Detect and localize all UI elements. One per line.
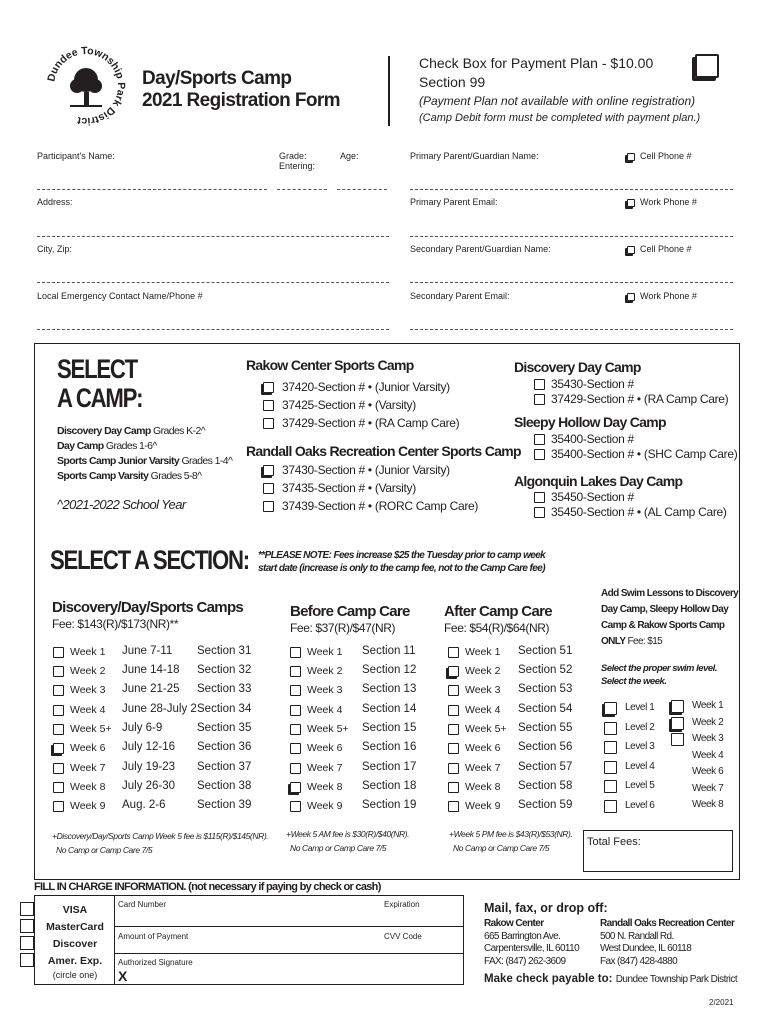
grade-label: Grade: [279, 151, 307, 161]
after-no-camp-note: No Camp or Camp Care 7/5 [453, 843, 550, 853]
rakow-option-varsity[interactable]: 37425-Section # • (Varsity) [263, 396, 459, 414]
week-checkbox[interactable] [53, 647, 64, 658]
grade-day-camp: Day Camp Grades 1-6^ [57, 440, 157, 452]
before-week-option[interactable] [290, 665, 342, 677]
rakow-title: Rakow Center Sports Camp [246, 357, 414, 373]
total-fees-label: Total Fees: [587, 836, 641, 848]
swim-week-label: Week 8 [692, 799, 724, 810]
week-checkbox[interactable] [448, 685, 459, 696]
camps-section-number: Section 32 [197, 664, 252, 676]
card-visa: VISA [62, 904, 88, 916]
card-type-divider [114, 895, 115, 985]
swim-title-2: Day Camp, Sleepy Hollow Day [601, 604, 729, 615]
city-zip-field[interactable] [37, 282, 389, 283]
payment-plan-label: Check Box for Payment Plan - $10.00 [419, 55, 654, 71]
primary-parent-email-field[interactable] [410, 236, 733, 237]
age-label: Age: [340, 151, 359, 161]
camps-fee: Fee: $143(R)/$173(NR)** [52, 617, 179, 631]
school-year-note: ^2021-2022 School Year [57, 497, 186, 512]
before-week5-note: +Week 5 AM fee is $30(R)/$40(NR). [286, 829, 410, 839]
camps-section-number: Section 33 [197, 683, 252, 695]
camps-section-number: Section 39 [197, 799, 252, 811]
camps-column-title: Discovery/Day/Sports Camps [52, 599, 244, 616]
camps-week-option[interactable] [53, 762, 105, 774]
before-week-option[interactable] [290, 704, 342, 716]
rakow-mail-fax: FAX: (847) 262-3609 [484, 955, 566, 967]
camps-week-dates: June 14-18 [122, 664, 180, 676]
swim-week-checkbox[interactable] [671, 717, 684, 730]
swim-week-label: Week 1 [692, 700, 724, 711]
before-section-number: Section 16 [362, 741, 417, 753]
randall-option-jv[interactable]: 37430-Section # • (Junior Varsity) [263, 461, 478, 479]
camp-debit-note: (Camp Debit form must be completed with payment plan.) [419, 112, 701, 124]
primary-parent-name-field[interactable] [410, 189, 733, 190]
form-title-line1: Day/Sports Camp [142, 68, 292, 89]
before-week-label: Week 7 [307, 762, 343, 774]
after-week-label: Week 3 [465, 684, 501, 696]
algonquin-option-2[interactable]: 35450-Section # • (AL Camp Care) [534, 505, 727, 520]
grade-sports-varsity: Sports Camp Varsity Grades 5-8^ [57, 470, 202, 482]
rakow-option-camp-care[interactable]: 37429-Section # • (RA Camp Care) [263, 414, 459, 432]
after-week-label: Week 7 [465, 762, 501, 774]
randall-option-camp-care[interactable]: 37439-Section # • (RORC Camp Care) [263, 497, 478, 515]
grade-discovery: Discovery Day Camp Grades K-2^ [57, 425, 206, 437]
after-week-label: Week 8 [465, 781, 501, 793]
week-checkbox[interactable] [290, 705, 301, 716]
after-week-label: Week 9 [465, 800, 501, 812]
before-week-label: Week 5+ [307, 723, 349, 735]
circle-one-note: (circle one) [52, 970, 98, 980]
algonquin-title: Algonquin Lakes Day Camp [514, 473, 683, 489]
after-care-fee: Fee: $54(R)/$64(NR) [444, 621, 550, 635]
form-title-line2: 2021 Registration Form [142, 90, 340, 111]
week-checkbox[interactable] [448, 705, 459, 716]
payment-plan-section: Section 99 [419, 74, 486, 90]
after-care-title: After Camp Care [444, 603, 552, 620]
swim-week-label: Week 2 [692, 716, 724, 728]
payment-plan-note: (Payment Plan not available with online registration) [419, 94, 696, 108]
week-checkbox[interactable] [53, 724, 64, 735]
rakow-mail-name: Rakow Center [484, 918, 544, 929]
header-divider [388, 56, 390, 126]
svg-text:Dundee Township Park District: Dundee Township Park District [45, 44, 128, 128]
before-week-label: Week 4 [307, 704, 343, 716]
swim-week-label: Week 6 [692, 766, 724, 777]
camps-week-option[interactable] [53, 704, 105, 716]
after-week-label: Week 1 [465, 646, 501, 658]
randall-title: Randall Oaks Recreation Center Sports Camp [246, 443, 521, 459]
camps-week-option[interactable] [53, 800, 105, 812]
after-section-number: Section 55 [518, 722, 573, 734]
visa-checkbox[interactable] [20, 902, 34, 916]
rakow-option-jv[interactable]: 37420-Section # • (Junior Varsity) [263, 378, 459, 396]
camps-section-number: Section 31 [197, 645, 252, 657]
before-week-option[interactable] [290, 723, 349, 735]
before-week-label: Week 6 [307, 742, 343, 754]
camps-section-number: Section 34 [197, 703, 252, 715]
after-section-number: Section 51 [518, 645, 573, 657]
city-zip-label: City, Zip: [37, 244, 72, 254]
swim-level-checkbox[interactable] [604, 780, 617, 793]
mastercard-checkbox[interactable] [20, 919, 34, 933]
charge-info-title: FILL IN CHARGE INFORMATION. (not necessary if paying by check or cash) [34, 881, 381, 893]
payable-label: Make check payable to: [484, 973, 613, 985]
address-label: Address: [37, 197, 73, 207]
after-week-option[interactable] [448, 781, 500, 793]
discovery-option-2[interactable]: 37429-Section # • (RA Camp Care) [534, 392, 728, 407]
camps-week-dates: Aug. 2-6 [122, 799, 166, 811]
before-week-option[interactable] [290, 781, 342, 793]
card-number-label: Card Number [118, 900, 167, 909]
camps-week-label: Week 7 [70, 762, 106, 774]
secondary-work-checkbox[interactable]: Work Phone # [627, 291, 697, 301]
secondary-parent-name-label: Secondary Parent/Guardian Name: [410, 244, 551, 254]
camps-week-dates: June 21-25 [122, 683, 180, 695]
sleepy-hollow-title: Sleepy Hollow Day Camp [514, 414, 666, 430]
after-week-label: Week 5+ [465, 723, 507, 735]
swim-level-label: Level 3 [625, 741, 655, 752]
sleepy-option-1[interactable]: 35400-Section # [534, 432, 737, 447]
camps-section-number: Section 35 [197, 722, 252, 734]
after-week-label: Week 6 [465, 742, 501, 754]
before-care-title: Before Camp Care [290, 603, 410, 620]
camps-week-option[interactable] [53, 781, 105, 793]
age-field[interactable] [337, 189, 387, 190]
camps-week-dates: June 7-11 [122, 645, 173, 657]
camps-week-option[interactable] [53, 742, 105, 754]
swim-level-checkbox[interactable] [604, 761, 617, 774]
card-mastercard: MasterCard [46, 921, 104, 933]
camps-week-label: Week 3 [70, 684, 106, 696]
week-checkbox[interactable] [53, 763, 64, 774]
week-checkbox[interactable] [53, 782, 64, 793]
swim-instruction-2: Select the week. [601, 676, 667, 687]
after-section-number: Section 58 [518, 780, 573, 792]
before-section-number: Section 17 [362, 761, 417, 773]
week-checkbox[interactable] [448, 647, 459, 658]
grade-sports-jv: Sports Camp Junior Varsity Grades 1-4^ [57, 455, 233, 467]
week-checkbox[interactable] [53, 705, 64, 716]
after-week-label: Week 4 [465, 704, 501, 716]
swim-week-checkbox[interactable] [671, 700, 684, 713]
amount-label: Amount of Payment [118, 932, 189, 941]
camps-week-option[interactable] [53, 665, 105, 677]
camps-week-label: Week 6 [70, 742, 106, 754]
camps-week-label: Week 1 [70, 646, 106, 658]
before-week-label: Week 1 [307, 646, 343, 658]
camps-week-dates: July 26-30 [122, 780, 176, 792]
camps-week-option[interactable] [53, 684, 105, 696]
before-section-number: Section 19 [362, 799, 417, 811]
camps-week-label: Week 9 [70, 800, 106, 812]
after-section-number: Section 54 [518, 703, 573, 715]
payment-plan-checkbox[interactable] [695, 54, 719, 78]
primary-work-checkbox[interactable]: Work Phone # [627, 197, 697, 207]
after-section-number: Section 53 [518, 683, 573, 695]
randall-option-varsity[interactable]: 37435-Section # • (Varsity) [263, 479, 478, 497]
after-week5-note: +Week 5 PM fee is $43(R)/$53(NR). [449, 829, 573, 839]
swim-week-label: Week 3 [692, 733, 724, 744]
swim-title-1: Add Swim Lessons to Discovery [601, 588, 739, 599]
secondary-parent-name-field[interactable] [410, 282, 733, 283]
before-no-camp-note: No Camp or Camp Care 7/5 [290, 843, 387, 853]
primary-cell-checkbox[interactable]: Cell Phone # [627, 151, 692, 161]
after-week-option[interactable] [448, 646, 500, 658]
after-week-option[interactable] [448, 684, 500, 696]
swim-level-checkbox[interactable] [604, 800, 617, 813]
camps-week-label: Week 2 [70, 665, 106, 677]
camps-section-number: Section 38 [197, 780, 252, 792]
fee-increase-note-2: start date (increase is only to the camp fee, not to the Camp Care fee) [258, 563, 545, 574]
swim-week-checkbox[interactable] [671, 733, 684, 746]
camps-no-camp-note: No Camp or Camp Care 7/5 [56, 845, 153, 855]
week-checkbox[interactable] [290, 666, 301, 677]
camps-week-dates: July 19-23 [122, 761, 176, 773]
after-week-option[interactable] [448, 762, 500, 774]
select-camp-title: SELECT [57, 354, 137, 384]
fee-increase-note: **PLEASE NOTE: Fees increase $25 the Tuesday prior to camp week [258, 550, 546, 561]
swim-level-label: Level 5 [625, 780, 655, 791]
amex-checkbox[interactable] [20, 953, 34, 967]
week-checkbox[interactable] [290, 685, 301, 696]
before-week-option[interactable] [290, 800, 342, 812]
before-week-label: Week 8 [307, 781, 343, 793]
week-checkbox[interactable] [448, 666, 459, 677]
cvv-label: CVV Code [384, 932, 422, 941]
participant-name-label: Participant's Name: [37, 151, 115, 161]
camps-section-number: Section 37 [197, 761, 252, 773]
address-field[interactable] [37, 236, 389, 237]
before-section-number: Section 12 [362, 664, 417, 676]
week-checkbox[interactable] [53, 801, 64, 812]
week-checkbox[interactable] [290, 743, 301, 754]
swim-week-label: Week 4 [692, 749, 724, 761]
swim-level-label: Level 6 [625, 799, 655, 811]
emergency-contact-field[interactable] [37, 329, 389, 330]
after-section-number: Section 56 [518, 741, 573, 753]
camps-week-label: Week 8 [70, 781, 106, 793]
camps-week-dates: July 12-16 [122, 741, 176, 753]
week-checkbox[interactable] [448, 801, 459, 812]
mail-title: Mail, fax, or drop off: [484, 901, 608, 915]
participant-name-field[interactable] [37, 189, 267, 190]
before-week-label: Week 3 [307, 684, 343, 696]
week-checkbox[interactable] [290, 782, 301, 793]
rakow-mail-addr1: 665 Barrington Ave. [484, 930, 561, 942]
camps-week5-note: +Discovery/Day/Sports Camp Week 5 fee is $115(R)/$145(NR). [52, 831, 269, 841]
week-checkbox[interactable] [290, 724, 301, 735]
after-week-option[interactable] [448, 742, 500, 754]
camps-week-dates: June 28-July 2 [122, 703, 197, 715]
before-section-number: Section 15 [362, 722, 417, 734]
emergency-contact-label: Local Emergency Contact Name/Phone # [37, 291, 203, 301]
primary-parent-email-label: Primary Parent Email: [410, 197, 498, 207]
before-section-number: Section 14 [362, 703, 417, 715]
before-week-label: Week 9 [307, 800, 343, 812]
before-week-label: Week 2 [307, 665, 343, 677]
after-week-option[interactable] [448, 665, 500, 677]
camps-week-option[interactable] [53, 646, 105, 658]
randall-mail-addr1: 500 N. Randall Rd. [600, 930, 674, 942]
week-checkbox[interactable] [53, 743, 64, 754]
signature-x[interactable]: X [118, 968, 128, 984]
select-section-title: SELECT A SECTION: [50, 545, 249, 575]
select-camp-title-2: A CAMP: [57, 383, 143, 413]
week-checkbox[interactable] [290, 801, 301, 812]
form-date: 2/2021 [709, 998, 734, 1007]
payee-name: Dundee Township Park District [615, 974, 738, 985]
swim-title-3: Camp & Rakow Sports Camp [601, 620, 725, 631]
swim-fee: ONLY Fee: $15 [601, 636, 663, 647]
rakow-mail-addr2: Carpentersville, IL 60110 [484, 943, 580, 954]
week-checkbox[interactable] [448, 782, 459, 793]
grade-field[interactable] [277, 189, 327, 190]
expiration-label: Expiration [384, 900, 420, 909]
swim-level-label: Level 2 [625, 721, 655, 733]
card-amex: Amer. Exp. [47, 955, 103, 967]
swim-instruction-1: Select the proper swim level. [601, 663, 717, 674]
week-checkbox[interactable] [290, 647, 301, 658]
after-section-number: Section 59 [518, 799, 573, 811]
swim-level-checkbox[interactable] [604, 702, 617, 715]
algonquin-option-1[interactable]: 35450-Section # [534, 490, 727, 505]
after-week-option[interactable] [448, 800, 500, 812]
week-checkbox[interactable] [53, 666, 64, 677]
swim-level-label: Level 4 [625, 760, 655, 772]
before-week-option[interactable] [290, 646, 342, 658]
camps-week-option[interactable] [53, 723, 112, 735]
park-district-logo [40, 40, 132, 132]
secondary-parent-email-label: Secondary Parent Email: [410, 291, 510, 301]
sleepy-option-2[interactable]: 35400-Section # • (SHC Camp Care) [534, 447, 737, 462]
week-checkbox[interactable] [448, 724, 459, 735]
camps-week-label: Week 5+ [70, 723, 112, 735]
discover-checkbox[interactable] [20, 936, 34, 950]
before-section-number: Section 11 [362, 645, 416, 657]
randall-mail-name: Randall Oaks Recreation Center [600, 918, 735, 929]
camps-week-dates: July 6-9 [122, 722, 163, 734]
week-checkbox[interactable] [53, 685, 64, 696]
card-discover: Discover [52, 938, 98, 950]
after-week-option[interactable] [448, 723, 507, 735]
week-checkbox[interactable] [448, 743, 459, 754]
grade-entering-label: Entering: [279, 161, 316, 171]
swim-level-label: Level 1 [625, 702, 655, 713]
before-week-option[interactable] [290, 762, 342, 774]
before-section-number: Section 18 [362, 780, 417, 792]
camps-section-number: Section 36 [197, 741, 252, 753]
discovery-title: Discovery Day Camp [514, 359, 641, 375]
secondary-parent-email-field[interactable] [410, 329, 733, 330]
before-week-option[interactable] [290, 684, 342, 696]
before-week-option[interactable] [290, 742, 342, 754]
after-section-number: Section 57 [518, 761, 573, 773]
after-week-option[interactable] [448, 704, 500, 716]
secondary-cell-checkbox[interactable]: Cell Phone # [627, 244, 692, 254]
primary-parent-name-label: Primary Parent/Guardian Name: [410, 151, 539, 161]
swim-level-checkbox[interactable] [604, 741, 617, 754]
week-checkbox[interactable] [290, 763, 301, 774]
randall-mail-addr2: West Dundee, IL 60118 [600, 943, 692, 954]
swim-level-checkbox[interactable] [604, 722, 617, 735]
week-checkbox[interactable] [448, 763, 459, 774]
randall-mail-fax: Fax (847) 428-4880 [600, 955, 678, 967]
discovery-option-1[interactable]: 35430-Section # [534, 377, 728, 392]
before-section-number: Section 13 [362, 683, 417, 695]
after-week-label: Week 2 [465, 665, 501, 677]
signature-label: Authorized Signature [118, 958, 193, 967]
before-care-fee: Fee: $37(R)/$47(NR) [290, 621, 396, 635]
swim-week-label: Week 7 [692, 782, 724, 794]
camps-week-label: Week 4 [70, 704, 106, 716]
after-section-number: Section 52 [518, 664, 573, 676]
